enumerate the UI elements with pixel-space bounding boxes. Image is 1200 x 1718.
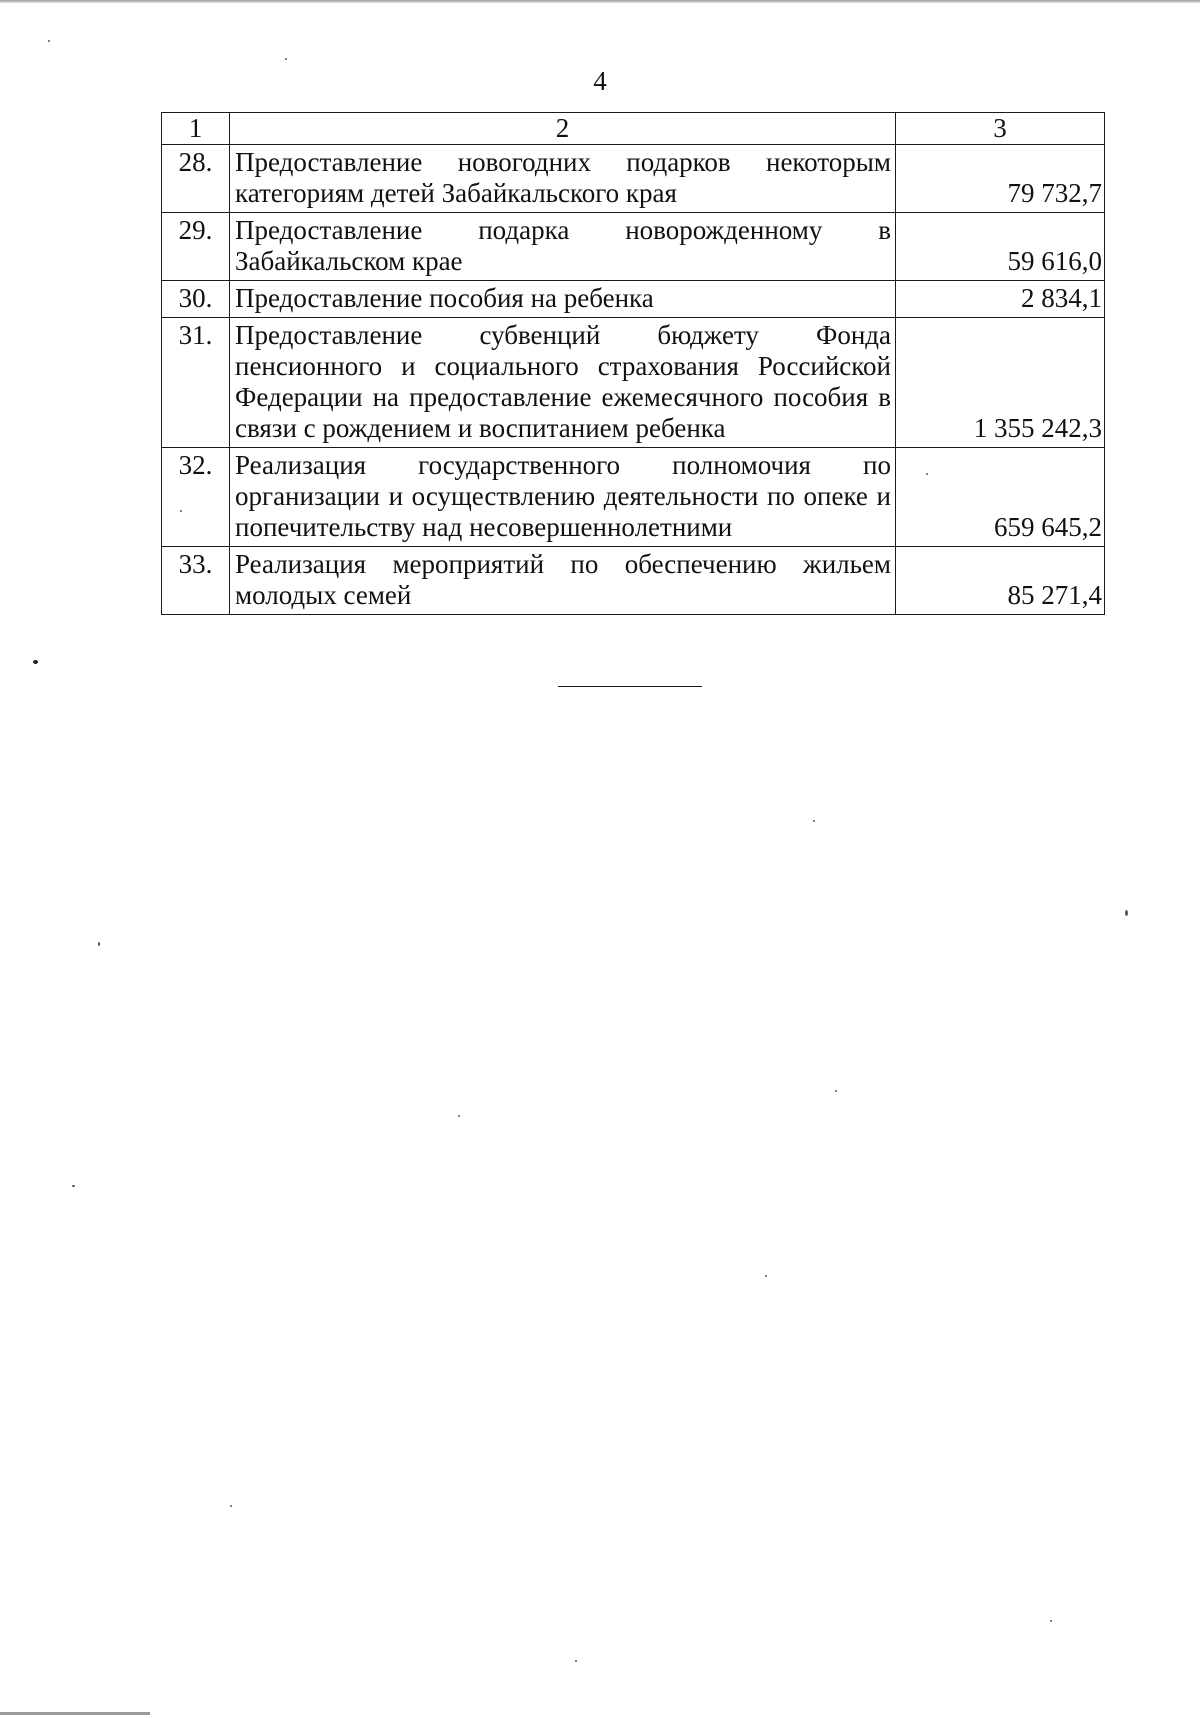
row-number: 28. — [162, 145, 230, 213]
page-number: 4 — [593, 66, 607, 96]
row-description: Предоставление субвенций бюджету Фонда пенсионного и социального страхования Российской Федерации на предоставление ежемесячного пособия в связи с рождением и воспитанием ребенка — [230, 318, 896, 448]
scan-speck — [230, 1505, 232, 1507]
row-number: 29. — [162, 213, 230, 281]
row-description: Реализация государственного полномочия по организации и осуществлению деятельности по опеке и попечительству над несовершеннолетними — [230, 448, 896, 547]
scan-speck — [48, 40, 50, 42]
table-row — [162, 213, 1105, 281]
scan-speck — [33, 660, 38, 664]
scan-speck — [575, 1660, 577, 1662]
row-number: 32. — [162, 448, 230, 547]
row-number: 31. — [162, 318, 230, 448]
scan-speck — [72, 1185, 75, 1187]
scan-speck — [813, 820, 815, 822]
row-description: Предоставление новогодних подарков некоторым категориям детей Забайкальского края — [230, 145, 896, 213]
scan-speck — [765, 1275, 767, 1277]
row-amount: 2 834,1 — [896, 281, 1105, 318]
table-row — [162, 145, 1105, 213]
scan-bottom-edge — [0, 1712, 150, 1715]
table-row — [162, 547, 1105, 615]
row-description: Предоставление подарка новорожденному в Забайкальском крае — [230, 213, 896, 281]
scan-speck — [835, 1090, 837, 1092]
row-number: 33. — [162, 547, 230, 615]
column-header-amount: 3 — [896, 113, 1105, 145]
column-header-description: 2 — [230, 113, 896, 145]
row-description: Реализация мероприятий по обеспечению жильем молодых семей — [230, 547, 896, 615]
scan-speck — [180, 510, 182, 512]
scan-speck — [98, 942, 100, 946]
scan-speck — [926, 473, 928, 475]
column-header-number: 1 — [162, 113, 230, 145]
table-header-row — [162, 113, 1105, 145]
scan-speck — [458, 1115, 460, 1117]
end-of-document-rule — [558, 686, 702, 687]
row-amount: 79 732,7 — [896, 145, 1105, 213]
row-amount: 659 645,2 — [896, 448, 1105, 547]
row-number: 30. — [162, 281, 230, 318]
budget-table — [161, 112, 1105, 615]
table-row — [162, 318, 1105, 448]
row-amount: 1 355 242,3 — [896, 318, 1105, 448]
table-row — [162, 281, 1105, 318]
scan-speck — [285, 58, 287, 60]
row-amount: 85 271,4 — [896, 547, 1105, 615]
scan-top-edge — [0, 0, 1200, 3]
row-amount: 59 616,0 — [896, 213, 1105, 281]
row-description: Предоставление пособия на ребенка — [230, 281, 896, 318]
scan-speck — [1050, 1620, 1052, 1622]
scan-speck — [1125, 910, 1128, 916]
table-row — [162, 448, 1105, 547]
